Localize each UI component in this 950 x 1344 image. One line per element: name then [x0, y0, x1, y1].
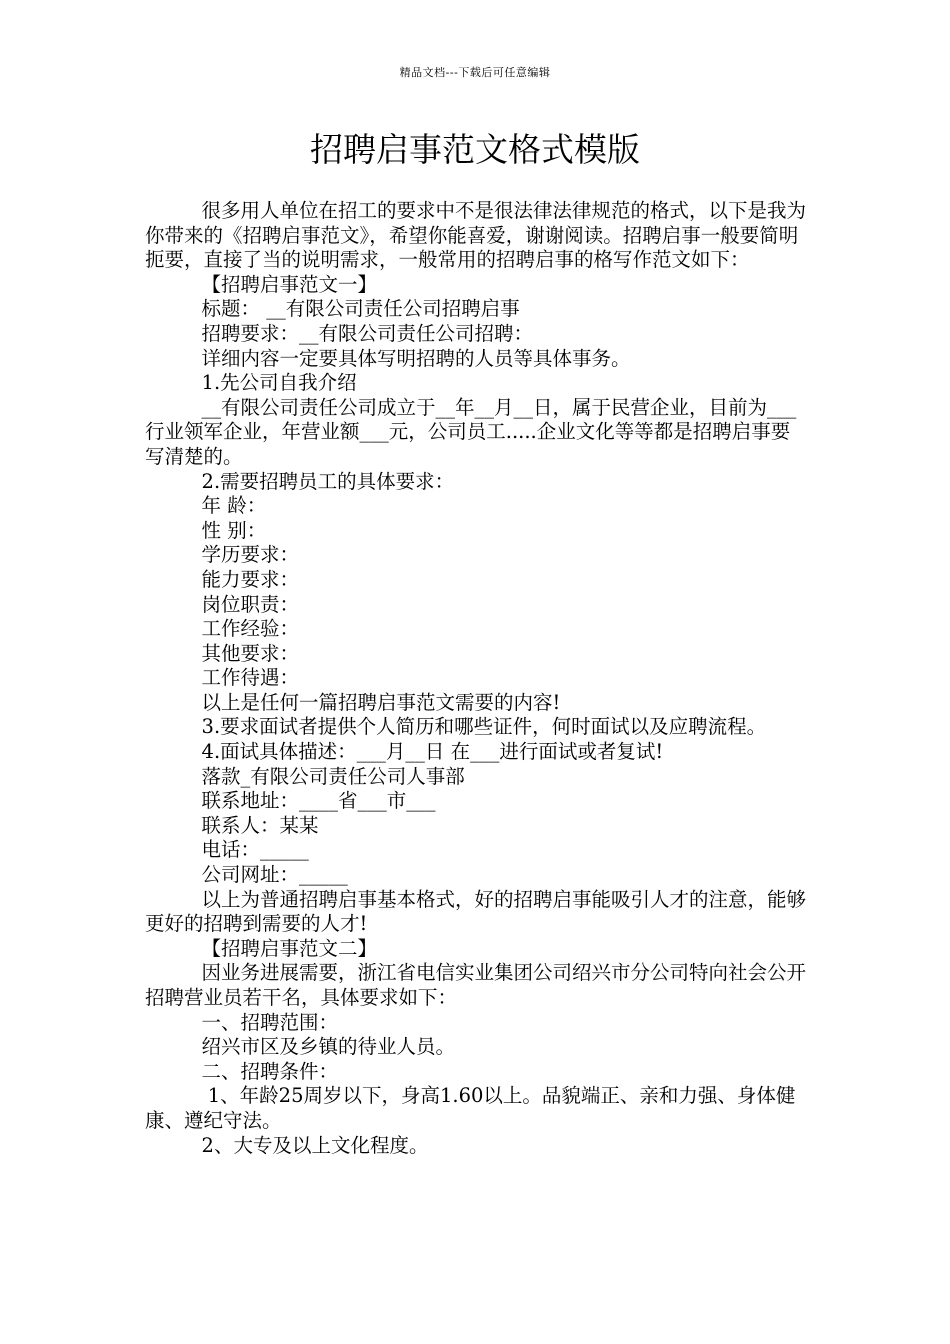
paragraph: 电话：_____ — [201, 838, 309, 862]
paragraph: 2.需要招聘员工的具体要求： — [201, 469, 455, 493]
paragraph: 公司网址：_____ — [201, 863, 348, 887]
paragraph: 性 别： — [201, 518, 267, 542]
paragraph: 招聘要求：__有限公司责任公司招聘： — [201, 321, 534, 345]
paragraph: 【招聘启事范文二】 — [201, 936, 378, 960]
paragraph: 2、大专及以上文化程度。 — [201, 1133, 429, 1157]
paragraph: 1.先公司自我介绍 — [201, 371, 357, 395]
paragraph: 其他要求： — [201, 641, 300, 665]
document-title: 招聘启事范文格式模版 — [310, 130, 640, 169]
paragraph: 很多用人单位在招工的要求中不是很法律法律规范的格式，以下是我为你带来的《招聘启事范文》，希望你能喜爱，谢谢阅读。招聘启事一般要简明扼要，直接了当的说明需求，一般常用的招聘启事的格写作范文如下： — [145, 199, 807, 272]
paragraph: 联系人：某某 — [201, 813, 319, 837]
paragraph: 年 龄： — [201, 494, 267, 518]
paragraph: 详细内容一定要具体写明招聘的人员等具体事务。 — [201, 346, 631, 370]
document-body — [145, 199, 807, 1158]
paragraph: 【招聘启事范文一】 — [201, 272, 378, 296]
paragraph: 工作待遇： — [201, 666, 300, 690]
paragraph: 标题： __有限公司责任公司招聘启事 — [201, 297, 520, 321]
paragraph: 1、年龄25周岁以下，身高1.60以上。品貌端正、亲和力强、身体健康、遵纪守法。 — [145, 1084, 796, 1132]
paragraph: 二、招聘条件： — [201, 1059, 339, 1083]
paragraph: 绍兴市区及乡镇的待业人员。 — [201, 1035, 456, 1059]
paragraph: 4.面试具体描述：___月__日 在___进行面试或者复试! — [201, 740, 664, 764]
page-header: 精品文档---下载后可任意编辑 — [399, 66, 551, 79]
paragraph: 学历要求： — [201, 543, 300, 567]
paragraph: 以上为普通招聘启事基本格式，好的招聘启事能吸引人才的注意，能够更好的招聘到需要的人才! — [145, 887, 807, 936]
paragraph: 3.要求面试者提供个人简历和哪些证件，何时面试以及应聘流程。 — [201, 715, 767, 739]
paragraph: 因业务进展需要，浙江省电信实业集团公司绍兴市分公司特向社会公开招聘营业员若干名，具体要求如下： — [145, 961, 807, 1009]
paragraph: 以上是任何一篇招聘启事范文需要的内容! — [201, 690, 561, 714]
paragraph: 岗位职责： — [201, 592, 300, 616]
paragraph: 工作经验： — [201, 617, 300, 641]
paragraph: 联系地址：____省___市___ — [201, 789, 436, 813]
paragraph: 能力要求： — [201, 567, 300, 591]
paragraph: __有限公司责任公司成立于__年__月__日，属于民营企业，目前为___行业领军企业，年营业额___元，公司员工.....企业文化等等都是招聘启事要写清楚的。 — [145, 395, 797, 468]
paragraph: 落款_有限公司责任公司人事部 — [201, 764, 465, 788]
paragraph: 一、招聘范围： — [201, 1010, 339, 1034]
